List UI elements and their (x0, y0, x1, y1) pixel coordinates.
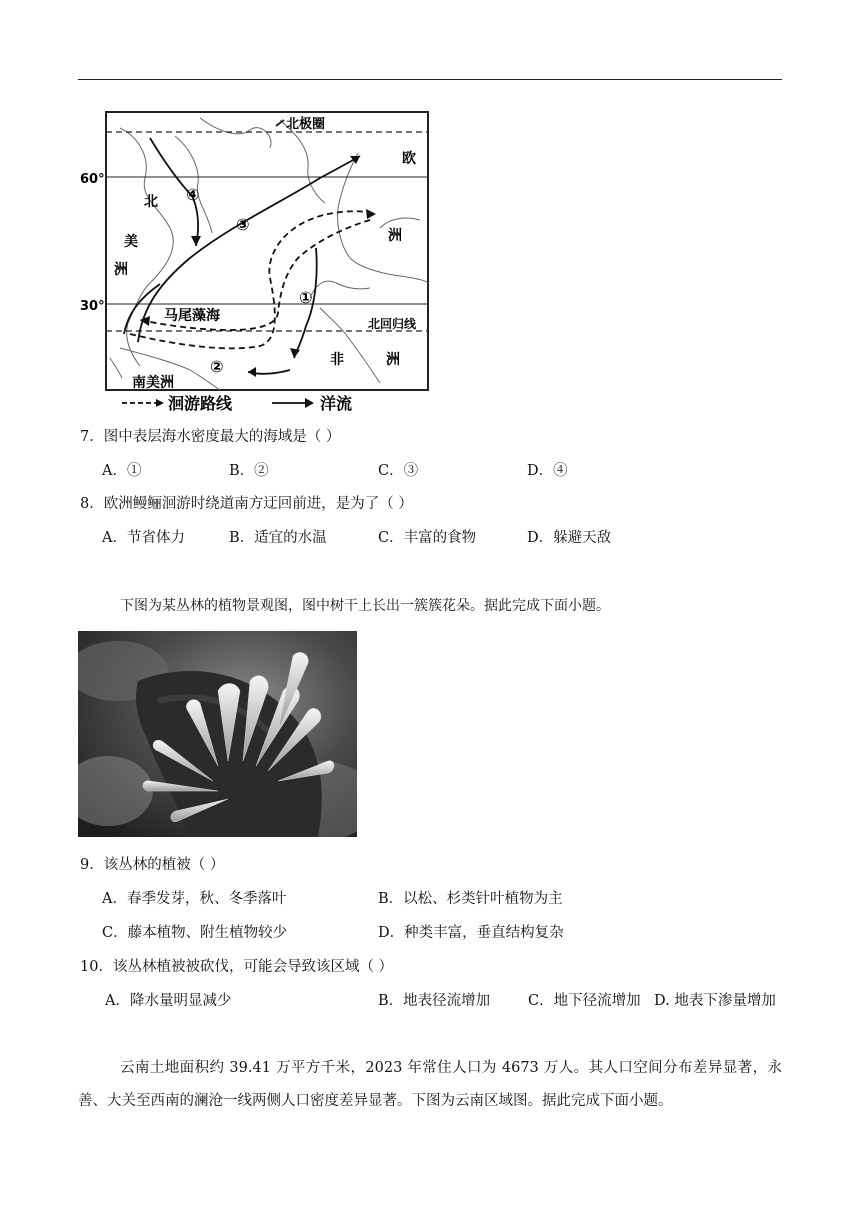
marker-3: ③ (236, 215, 250, 234)
atlantic-eel-migration-map (80, 108, 440, 417)
q10-option-d[interactable]: D. 地表下渗量增加 (654, 993, 776, 1009)
q8-option-a[interactable]: A．节省体力 (102, 530, 185, 546)
q7-option-a[interactable]: A．① (102, 463, 142, 479)
north-america-label-3: 洲 (114, 262, 128, 278)
header-rule (78, 79, 782, 80)
question-7-stem: 7．图中表层海水密度最大的海域是（ ） (80, 429, 341, 445)
q8-option-c[interactable]: C．丰富的食物 (378, 530, 477, 546)
section-intro-jungle: 下图为某丛林的植物景观图，图中树干上长出一簇簇花朵。据此完成下面小题。 (120, 598, 610, 614)
q7-option-b[interactable]: B．② (229, 463, 269, 479)
north-america-label-2: 美 (124, 234, 138, 250)
africa-label-2: 洲 (386, 352, 400, 368)
tropic-of-cancer-label: 北回归线 (368, 317, 417, 331)
arctic-circle-label: 北极圈 (286, 117, 326, 132)
q9-option-d[interactable]: D．种类丰富，垂直结构复杂 (378, 925, 564, 941)
question-9-stem: 9．该丛林的植被（ ） (80, 857, 225, 873)
north-america-label-1: 北 (144, 194, 158, 210)
question-8-stem: 8．欧洲鳗鲡洄游时绕道南方迂回前进，是为了（ ） (80, 496, 413, 512)
q9-option-c[interactable]: C．藤本植物、附生植物较少 (102, 925, 288, 941)
q7-option-c[interactable]: C．③ (378, 463, 419, 479)
legend-migration-label: 洄游路线 (168, 394, 233, 413)
lat-30-label: 30° (80, 299, 105, 314)
section-intro-yunnan: 云南土地面积约 39.41 万平方千米，2023 年常住人口为 4673 万人。其人口空间分布差异显著，永善、大关至西南的澜沧一线两侧人口密度差异显著。下图为云南区域图。据此完成下面小题。 (78, 1060, 782, 1109)
q10-option-b[interactable]: B．地表径流增加 (378, 993, 491, 1009)
europe-label-1: 欧 (402, 151, 416, 167)
sargasso-sea-label: 马尾藻海 (164, 308, 220, 324)
marker-2: ② (210, 357, 224, 376)
europe-label-2: 洲 (388, 228, 402, 244)
lat-60-label: 60° (80, 172, 105, 187)
marker-4: ④ (186, 185, 200, 204)
q10-option-a[interactable]: A．降水量明显减少 (105, 993, 232, 1009)
legend-current-label: 洋流 (320, 394, 353, 413)
q8-option-b[interactable]: B．适宜的水温 (229, 530, 327, 546)
marker-1: ① (299, 288, 313, 307)
question-10-stem: 10．该丛林植被被砍伐，可能会导致该区域（ ） (80, 959, 394, 975)
q10-option-c[interactable]: C．地下径流增加 (528, 993, 641, 1009)
q9-option-a[interactable]: A．春季发芽，秋、冬季落叶 (102, 891, 287, 907)
south-america-label: 南美洲 (132, 375, 174, 391)
q9-option-b[interactable]: B．以松、杉类针叶植物为主 (378, 891, 563, 907)
q8-option-d[interactable]: D．躲避天敌 (527, 530, 612, 546)
africa-label-1: 非 (330, 352, 344, 368)
jungle-flower-photo (78, 631, 357, 841)
q7-option-d[interactable]: D．④ (527, 463, 568, 479)
